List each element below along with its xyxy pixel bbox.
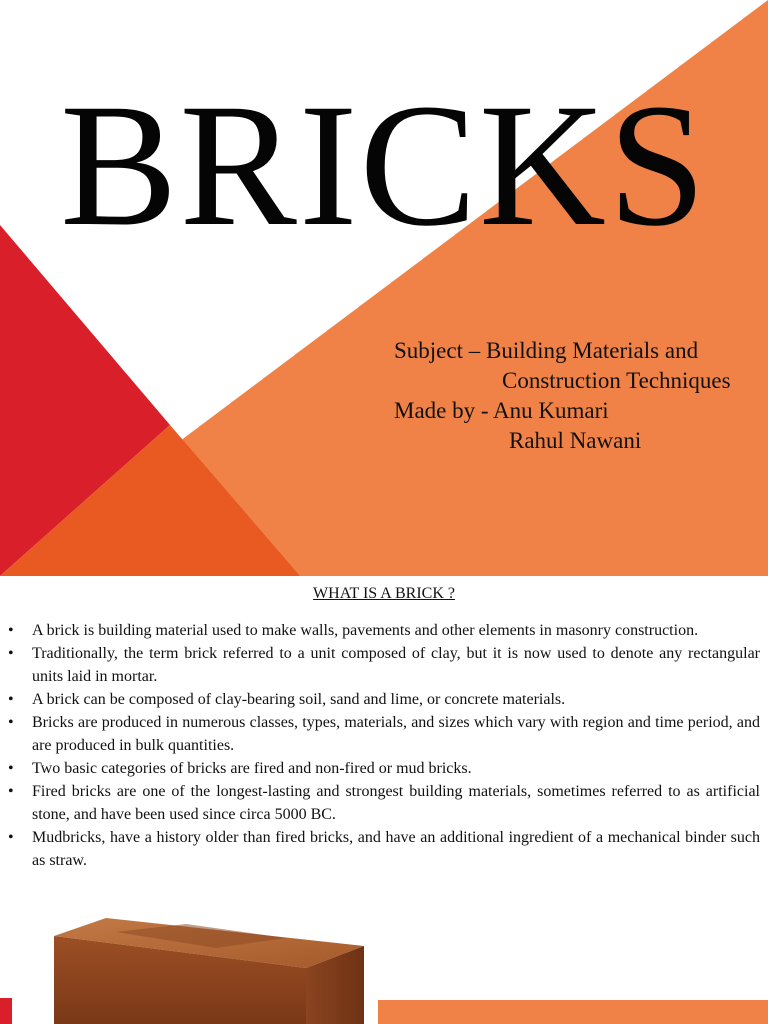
- brick-icon: [46, 916, 366, 1024]
- list-item: [8, 619, 760, 642]
- bullet-icon: •: [8, 783, 14, 800]
- list-item: [8, 688, 760, 711]
- subject-line-2: Construction Techniques: [502, 368, 731, 393]
- list-item: [8, 711, 760, 757]
- bullet-icon: •: [8, 622, 14, 639]
- list-item: [8, 642, 760, 688]
- list-item: [8, 826, 760, 872]
- content-slide: [0, 576, 768, 1024]
- bullet-icon: •: [8, 645, 14, 662]
- bullet-text: A brick can be composed of clay-bearing soil, sand and lime, or concrete materials.: [32, 691, 566, 708]
- subject-line-1: Subject – Building Materials and: [394, 338, 699, 363]
- made-by-line-1: Made by - Anu Kumari: [394, 398, 609, 423]
- bullet-text: A brick is building material used to make walls, pavements and other elements in masonry construction.: [32, 622, 699, 639]
- bullet-text: Two basic categories of bricks are fired and non-fired or mud bricks.: [32, 760, 472, 777]
- slide-title: BRICKS: [60, 68, 708, 263]
- subtitle-block: [394, 336, 731, 456]
- bullet-icon: •: [8, 829, 14, 846]
- made-by-line-2: Rahul Nawani: [509, 428, 642, 453]
- orange-corner-accent: [378, 1000, 768, 1024]
- bullet-text: Traditionally, the term brick referred to a unit composed of clay, but it is now used to denote any rectangular units laid in mortar.: [32, 645, 760, 685]
- bullet-icon: •: [8, 691, 14, 708]
- bullet-icon: •: [8, 760, 14, 777]
- bullet-icon: •: [8, 714, 14, 731]
- bullet-list: [8, 619, 760, 872]
- list-item: [8, 757, 760, 780]
- slide-heading: WHAT IS A BRICK ?: [313, 585, 455, 602]
- bullet-text: Bricks are produced in numerous classes, types, materials, and sizes which vary with region and time period, and are produced in bulk quantities.: [32, 714, 760, 754]
- bullet-text: Mudbricks, have a history older than fired bricks, and have an additional ingredient of a mechanical binder such as straw.: [32, 829, 760, 869]
- list-item: [8, 780, 760, 826]
- bullet-text: Fired bricks are one of the longest-lasting and strongest building materials, sometimes referred to as artificial stone, and have been used since circa 5000 BC.: [32, 783, 760, 823]
- red-corner-accent: [0, 998, 12, 1024]
